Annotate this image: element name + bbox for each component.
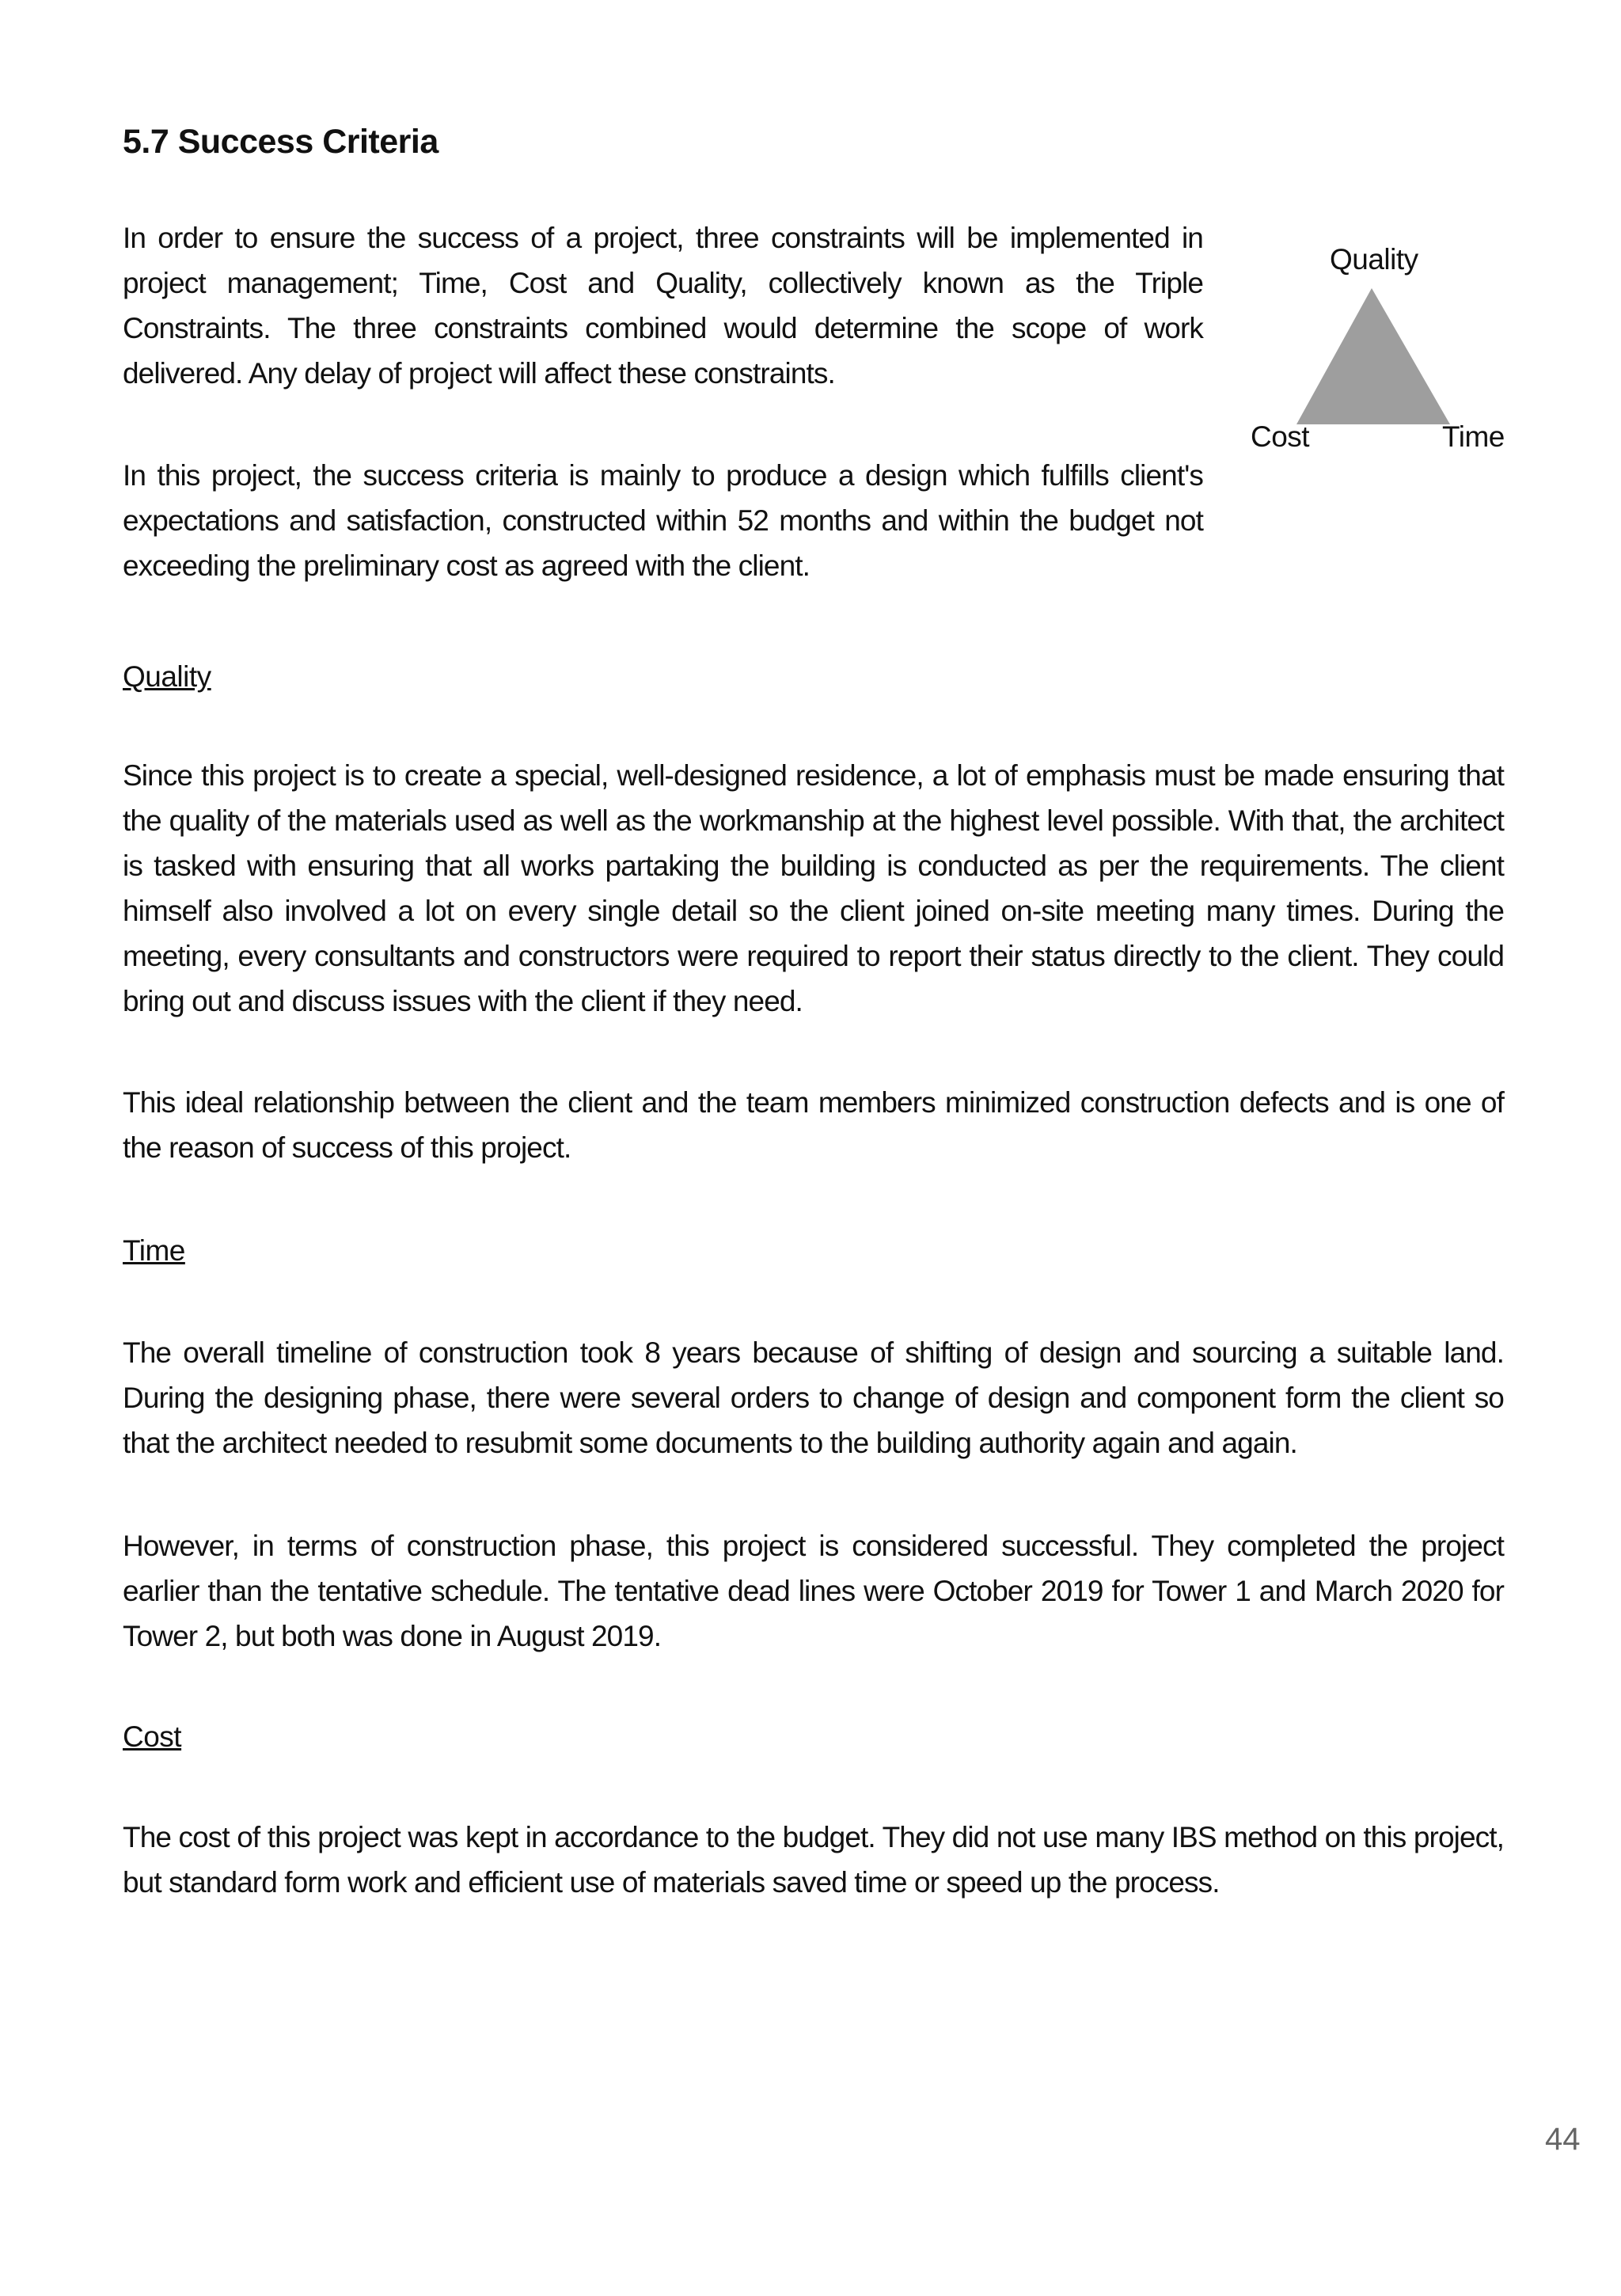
page-number: 44 bbox=[1545, 2122, 1581, 2157]
diagram-label-quality: Quality bbox=[1330, 243, 1418, 276]
time-paragraph-1: The overall timeline of construction took 8 years because of shifting of design and sourcing a suitable land. During the designing phase, there were several orders to change of design and component form the client so that the architect needed to resubmit some documents to the building authority again and again. bbox=[123, 1336, 1504, 1459]
subheading-quality: Quality bbox=[123, 660, 211, 693]
cost-paragraph-1: The cost of this project was kept in accordance to the budget. They did not use many IBS method on this project, but standard form work and efficient use of materials saved time or speed up the process. bbox=[123, 1821, 1504, 1899]
subheading-cost: Cost bbox=[123, 1720, 182, 1753]
diagram-label-cost: Cost bbox=[1251, 420, 1310, 453]
intro-paragraph-2: In this project, the success criteria is mainly to produce a design which fulfills client's expectations and satisfaction, constructed within 52 months and within the budget not exceeding the preliminary cost as agreed with the client. bbox=[123, 459, 1203, 582]
quality-paragraph-1: Since this project is to create a special, well-designed residence, a lot of emphasis must be made ensuring that the quality of the materials used as well as the workmanship at the highest level possible. With that, the architect is tasked with ensuring that all works partaking the building is conducted as per the requirements. The client himself also involved a lot on every single detail so the client joined on-site meeting many times. During the meeting, every consultants and constructors were required to report their status directly to the client. They could bring out and discuss issues with the client if they need. bbox=[123, 759, 1504, 1017]
subheading-time: Time bbox=[123, 1234, 185, 1267]
triple-constraint-diagram bbox=[1235, 238, 1520, 467]
time-paragraph-2: However, in terms of construction phase, this project is considered successful. They completed the project earlier than the tentative schedule. The tentative dead lines were October 2019 for Tower 1 and March 2020 for Tower 2, but both was done in August 2019. bbox=[123, 1530, 1504, 1652]
quality-paragraph-2: This ideal relationship between the client and the team members minimized construction defects and is one of the reason of success of this project. bbox=[123, 1086, 1504, 1164]
diagram-label-time: Time bbox=[1442, 420, 1505, 453]
intro-paragraph-1: In order to ensure the success of a project, three constraints will be implemented in project management; Time, Cost and Quality, collectively known as the Triple Constraints. The three constraints combined would determine the scope of work delivered. Any delay of project will affect these constraints. bbox=[123, 222, 1203, 390]
section-heading: 5.7 Success Criteria bbox=[123, 123, 438, 161]
